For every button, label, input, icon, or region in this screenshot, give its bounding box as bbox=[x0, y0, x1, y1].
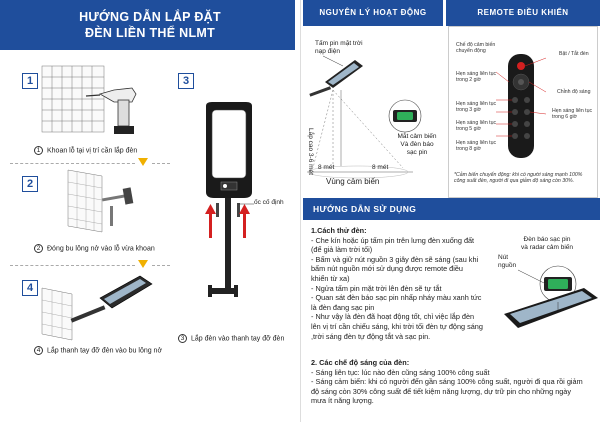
dist-right-label: 8 mét bbox=[372, 164, 389, 171]
height-label: Lắp cao 3-6 mét bbox=[307, 128, 314, 175]
panel-label-line1: Tấm pin mặt trời bbox=[315, 40, 363, 47]
usage-section2: 2. Các chế độ sáng của đèn: - Sáng liên tục: lúc nào đèn cũng sáng 100% công suất - Sáng cảm biến: khi có người đến gần sáng 100% công suất, người đi qua rồi giảm độ sáng còn 30% công suất để tiết kiệm năng lượng, dự trữ pin cho những ngày mưa ít năng lượng. bbox=[311, 358, 600, 406]
remote-control-icon bbox=[508, 54, 534, 158]
remote-left-label-3: Hẹn sáng liên tục trong 3 giờ bbox=[456, 101, 497, 113]
step2-number: 2 bbox=[22, 176, 38, 192]
remote-note-line1: *Cảm biến chuyển động: khi có người sáng mạnh 100% bbox=[454, 172, 583, 178]
sensor-label-line3: sạc pin bbox=[406, 149, 428, 156]
remote-right-label-1: Bật / Tắt đèn bbox=[559, 51, 589, 57]
center-divider bbox=[300, 0, 301, 422]
divider-1b bbox=[152, 163, 170, 164]
solar-light-icon bbox=[309, 60, 363, 97]
remote-illustration bbox=[496, 52, 546, 160]
step1-caption-text: Khoan lỗ tại vị trí cần lắp đèn bbox=[47, 147, 138, 155]
step1-illustration bbox=[40, 62, 150, 142]
power-label-line1: Nút bbox=[498, 254, 509, 261]
step3-caption-text: Lắp đèn vào thanh tay đỡ đèn bbox=[191, 335, 285, 343]
step3-number: 3 bbox=[178, 73, 194, 89]
divider-2 bbox=[10, 265, 135, 266]
indicator-label bbox=[521, 236, 573, 252]
divider-1 bbox=[10, 163, 135, 164]
step1-caption-num: 1 bbox=[34, 146, 43, 155]
step3-caption bbox=[178, 334, 284, 343]
step2-illustration bbox=[60, 166, 150, 238]
usage-title: HƯỚNG DẪN SỬ DỤNG bbox=[313, 204, 417, 214]
principle-title: NGUYÊN LÝ HOẠT ĐỘNG bbox=[319, 8, 427, 17]
sensor-zoom-icon bbox=[389, 100, 421, 132]
step4-caption bbox=[34, 346, 162, 355]
sensor-label bbox=[390, 133, 444, 157]
power-label bbox=[498, 254, 516, 270]
remote-note bbox=[454, 172, 596, 184]
install-title-line1: HƯỚNG DẪN LẮP ĐẶT bbox=[79, 10, 221, 24]
usage-sec1-title: 1.Cách thử đèn: bbox=[311, 226, 367, 235]
step1-number: 1 bbox=[22, 73, 38, 89]
principle-header bbox=[303, 0, 443, 26]
remote-note-line2: công suất đèn, người đi qua giảm độ sáng còn 30%. bbox=[454, 178, 575, 184]
panel-label-line2: nạp điện bbox=[315, 48, 340, 55]
remote-right-label-2: Chỉnh độ sáng bbox=[557, 89, 591, 95]
step4-illustration bbox=[40, 268, 172, 343]
panel-label bbox=[315, 40, 395, 56]
step2-caption-text: Đóng bu lông nở vào lỗ vừa khoan bbox=[47, 245, 155, 253]
remote-left-label-5: Hẹn sáng liên tục trong 8 giờ bbox=[456, 140, 497, 152]
step2-caption-num: 2 bbox=[34, 244, 43, 253]
install-title-line2: ĐÈN LIỀN THỂ NLMT bbox=[84, 26, 216, 40]
indicator-label-line2: và radar cảm biến bbox=[521, 244, 574, 251]
step1-caption bbox=[34, 146, 137, 155]
zone-label: Vùng cảm biến bbox=[326, 177, 380, 186]
divider-2b bbox=[152, 265, 170, 266]
lamp-head-icon bbox=[206, 102, 252, 198]
remote-left-label-4: Hẹn sáng liên tục trong 5 giờ bbox=[456, 120, 497, 132]
power-label-line2: nguồn bbox=[498, 262, 517, 269]
remote-left-label-2: Hẹn sáng liên tục trong 2 giờ bbox=[456, 71, 497, 83]
street-light-icon bbox=[71, 276, 152, 323]
indicator-label-line1: Đèn báo sạc pin bbox=[523, 236, 571, 243]
usage-section1: 1.Cách thử đèn: - Che kín hoặc úp tấm pin trên lưng đèn xuống đất (để giả làm trời tối) - Bấm và giữ nút nguồn 3 giây đèn sẽ sáng (sau khi bấm nút nguồn mới sử dụng được remote điều khiển từ xa) - Ngửa tấm pin mặt trời lên đèn sẽ tự tắt - Quan sát đèn báo sạc pin nhấp nháy màu xanh tức là đèn đang sạc pin - Như vậy là đèn đã hoạt động tốt, chỉ việc lắp đèn lên vị trí cần chiếu sáng, khi trời tối đèn tự động sáng ,trời sáng đèn tự động tắt và sạc pin. bbox=[311, 226, 501, 341]
install-header bbox=[0, 0, 300, 50]
dist-left-label: 8 mét bbox=[318, 164, 335, 171]
step4-caption-num: 4 bbox=[34, 346, 43, 355]
hammer-icon bbox=[102, 187, 133, 226]
sensor-label-line1: Mắt cảm biến bbox=[397, 133, 437, 140]
remote-header bbox=[446, 0, 600, 26]
step-arrow-2 bbox=[138, 260, 148, 268]
step-arrow-1 bbox=[138, 158, 148, 166]
remote-left-label-1: Chế độ cảm biến chuyển động bbox=[456, 42, 496, 54]
usage-sec2-title: 2. Các chế độ sáng của đèn: bbox=[311, 358, 410, 367]
step3-caption-num: 3 bbox=[178, 334, 187, 343]
sensor-label-line2: Và đèn báo bbox=[400, 141, 434, 148]
remote-title: REMOTE ĐIỀU KHIỂN bbox=[477, 8, 569, 17]
remote-right-label-3: Hẹn sáng liên tục trong 6 giờ bbox=[552, 108, 593, 120]
step4-caption-text: Lắp thanh tay đỡ đèn vào bu lông nở bbox=[47, 347, 163, 355]
step2-caption bbox=[34, 244, 155, 253]
usage-header bbox=[303, 198, 600, 220]
screw-label: ốc cố định bbox=[254, 199, 284, 206]
step4-number: 4 bbox=[22, 280, 38, 296]
